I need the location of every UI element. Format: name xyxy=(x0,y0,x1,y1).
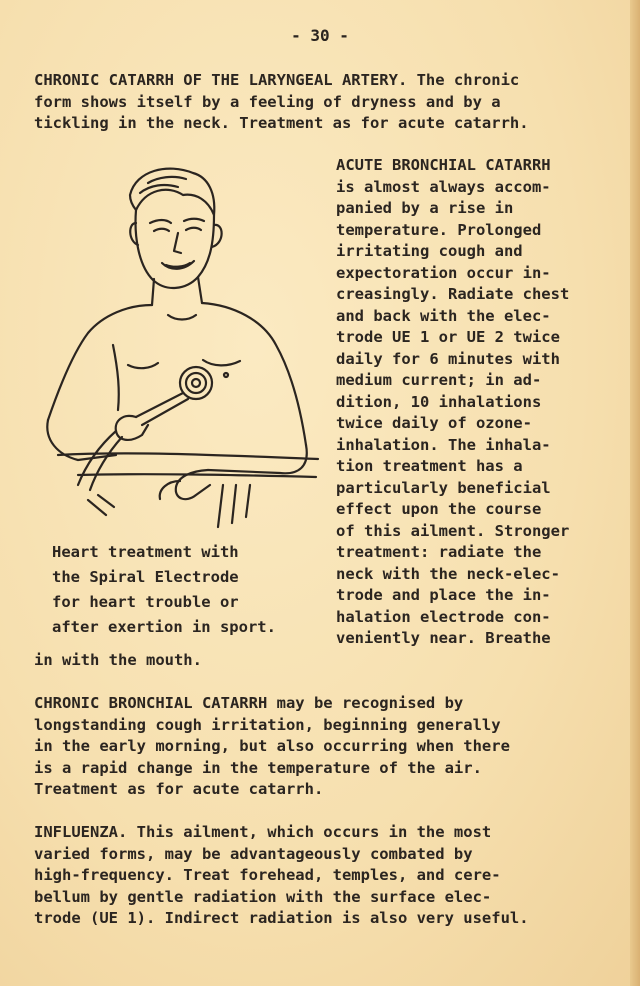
text-line: INFLUENZA. This ailment, which occurs in the most xyxy=(34,823,492,841)
man-with-spiral-electrode-illustration xyxy=(18,155,338,535)
text-line: effect upon the course xyxy=(336,500,542,518)
illustration-caption xyxy=(52,540,276,640)
paragraph-chronic-bronchial-catarrh xyxy=(34,693,510,801)
text-line: trode and place the in- xyxy=(336,586,551,604)
text-line: temperature. Prolonged xyxy=(336,220,542,239)
text-line: expectoration occur in- xyxy=(336,263,551,282)
text-line: veniently near. Breathe xyxy=(336,629,551,647)
page-edge-shadow xyxy=(630,0,640,986)
text-line: is a rapid change in the temperature of the air. xyxy=(34,758,482,777)
text-line: creasingly. Radiate chest xyxy=(336,285,570,303)
text-line: treatment: radiate the xyxy=(336,543,542,561)
paragraph-laryngeal-catarrh xyxy=(34,70,529,135)
caption-line: after exertion in sport. xyxy=(52,618,276,636)
text-line: Treatment as for acute catarrh. xyxy=(34,780,324,798)
text-line: tion treatment has a xyxy=(336,457,523,475)
text-line: ACUTE BRONCHIAL CATARRH xyxy=(336,156,551,174)
caption-line: for heart trouble or xyxy=(52,593,239,611)
text-line: twice daily of ozone- xyxy=(336,414,532,432)
text-line: in the early morning, but also occurring when there xyxy=(34,737,510,755)
text-line: is almost always accom- xyxy=(336,177,551,196)
text-line: trode (UE 1). Indirect radiation is also very useful. xyxy=(34,909,529,927)
text-line: varied forms, may be advantageously combated by xyxy=(34,844,473,863)
paragraph-acute-bronchial-catarrh xyxy=(336,155,569,650)
text-line: trode UE 1 or UE 2 twice xyxy=(336,328,560,346)
text-line: and back with the elec- xyxy=(336,306,551,325)
page-number: - 30 - xyxy=(291,26,349,45)
text-line: bellum by gentle radiation with the surface elec- xyxy=(34,887,492,906)
text-line: particularly beneficial xyxy=(336,478,551,497)
caption-line: the Spiral Electrode xyxy=(52,568,239,586)
text-line: halation electrode con- xyxy=(336,607,551,626)
acute-bronchial-continuation: in with the mouth. xyxy=(34,651,202,669)
paragraph-influenza xyxy=(34,822,529,930)
text-line: form shows itself by a feeling of dryness and by a xyxy=(34,92,501,111)
text-line: daily for 6 minutes with xyxy=(336,349,560,368)
text-line: irritating cough and xyxy=(336,242,523,260)
text-line: of this ailment. Stronger xyxy=(336,521,570,540)
caption-line: Heart treatment with xyxy=(52,543,239,561)
text-line: tickling in the neck. Treatment as for acute catarrh. xyxy=(34,114,529,132)
text-line: high-frequency. Treat forehead, temples, and cere- xyxy=(34,866,501,884)
text-line: panied by a rise in xyxy=(336,199,514,217)
text-line: CHRONIC CATARRH OF THE LARYNGEAL ARTERY. The chronic xyxy=(34,71,520,89)
text-line: longstanding cough irritation, beginning generally xyxy=(34,715,501,734)
text-line: dition, 10 inhalations xyxy=(336,392,542,411)
text-line: neck with the neck-elec- xyxy=(336,564,560,583)
text-line: CHRONIC BRONCHIAL CATARRH may be recognised by xyxy=(34,694,464,712)
text-line: inhalation. The inhala- xyxy=(336,435,551,454)
text-line: medium current; in ad- xyxy=(336,371,542,389)
